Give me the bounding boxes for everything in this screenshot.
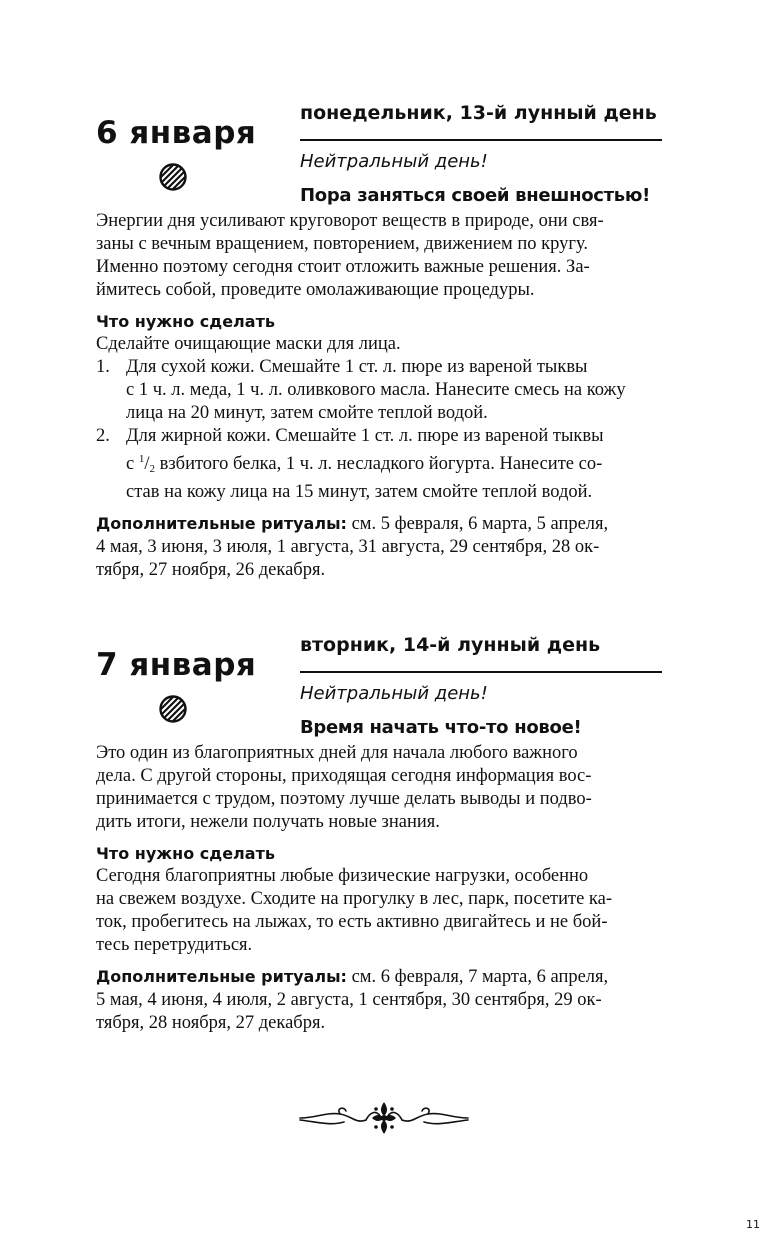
text-line: Это один из благоприятных дней для начала любого важного xyxy=(96,743,578,763)
text-fragment: взбитого белка, 1 ч. л. несладкого йогурта. Нанесите со- xyxy=(154,454,603,474)
weekday-lunar-day: вторник, 14-й лунный день xyxy=(300,634,601,656)
list-number: 1. xyxy=(96,357,110,377)
todo-paragraph xyxy=(96,333,662,356)
day-header xyxy=(300,102,662,206)
extra-rituals-label: Дополнительные ритуалы: xyxy=(96,514,347,533)
floral-divider-icon xyxy=(296,1098,472,1138)
text-line: ймитесь собой, проведите омолаживающие процедуры. xyxy=(96,280,535,300)
text-line: Сделайте очищающие маски для лица. xyxy=(96,334,401,354)
date-column xyxy=(96,647,296,683)
text-line: с 1 ч. л. меда, 1 ч. л. оливкового масла. Нанесите смесь на кожу xyxy=(126,380,626,400)
entry-body xyxy=(96,742,662,1035)
text-line: дить итоги, нежели получать новые знания. xyxy=(96,812,440,832)
list-item xyxy=(96,356,662,425)
text-line: заны с вечным вращением, повторением, движением по кругу. xyxy=(96,234,588,254)
text-line: став на кожу лица на 15 минут, затем смойте теплой водой. xyxy=(126,482,593,502)
entry-body xyxy=(96,210,662,582)
text-line: ток, пробегитесь на лыжах, то есть активно двигайтесь и не бой- xyxy=(96,912,608,932)
extra-rituals-label: Дополнительные ритуалы: xyxy=(96,967,347,986)
text-line: 5 мая, 4 июня, 4 июля, 2 августа, 1 сентября, 30 сентября, 29 ок- xyxy=(96,990,602,1010)
text-line: тесь перетрудиться. xyxy=(96,935,253,955)
fraction-numerator: 1 xyxy=(138,453,145,465)
day-tagline: Пора заняться своей внешностью! xyxy=(300,185,650,206)
text-fragment: см. 6 февраля, 7 марта, 6 апреля, xyxy=(346,967,609,987)
day-tagline: Время начать что-то новое! xyxy=(300,717,582,738)
list-item xyxy=(96,425,662,504)
todo-paragraph xyxy=(96,865,662,957)
text-line: Для сухой кожи. Смешайте 1 ст. л. пюре из вареной тыквы xyxy=(126,357,588,377)
date-column xyxy=(96,115,296,151)
day-header xyxy=(300,634,662,738)
extra-rituals xyxy=(96,965,662,1035)
page-number: 11 xyxy=(746,1218,760,1231)
extra-rituals xyxy=(96,512,662,582)
text-line xyxy=(96,512,662,536)
day-type: Нейтральный день! xyxy=(300,683,488,704)
date-title: 7 января xyxy=(96,647,257,683)
text-line: принимается с трудом, поэтому лучше делать выводы и подво- xyxy=(96,789,592,809)
text-line: 4 мая, 3 июня, 3 июля, 1 августа, 31 августа, 29 сентября, 28 ок- xyxy=(96,537,600,557)
text-fragment: см. 5 февраля, 6 марта, 5 апреля, xyxy=(346,514,609,534)
text-line: тября, 27 ноября, 26 декабря. xyxy=(96,560,326,580)
text-line xyxy=(96,965,662,989)
list-number: 2. xyxy=(96,426,110,446)
text-line-fraction: с $^1$/2 взбитого белка, 1 ч. л. несладкого йогурта. Нанесите со- xyxy=(126,453,603,475)
text-fragment: с xyxy=(126,454,139,474)
text-line: дела. С другой стороны, приходящая сегодня информация вос- xyxy=(96,766,592,786)
hatched-moon-icon xyxy=(158,162,188,192)
header-rule xyxy=(300,671,662,673)
todo-heading: Что нужно сделать xyxy=(96,312,275,331)
text-line: Для жирной кожи. Смешайте 1 ст. л. пюре из вареной тыквы xyxy=(126,426,604,446)
day-type: Нейтральный день! xyxy=(300,151,488,172)
text-line: Энергии дня усиливают круговорот веществ в природе, они свя- xyxy=(96,211,604,231)
text-line: лица на 20 минут, затем смойте теплой водой. xyxy=(126,403,488,423)
todo-heading: Что нужно сделать xyxy=(96,844,275,863)
text-line: тября, 28 ноября, 27 декабря. xyxy=(96,1013,326,1033)
hatched-moon-icon xyxy=(158,694,188,724)
header-rule xyxy=(300,139,662,141)
weekday-lunar-day: понедельник, 13-й лунный день xyxy=(300,102,657,124)
text-line: Именно поэтому сегодня стоит отложить важные решения. За- xyxy=(96,257,590,277)
text-line: Сегодня благоприятны любые физические нагрузки, особенно xyxy=(96,866,589,886)
mask-list xyxy=(96,356,662,504)
text-line: на свежем воздухе. Сходите на прогулку в лес, парк, посетите ка- xyxy=(96,889,613,909)
intro-paragraph xyxy=(96,742,662,834)
date-title: 6 января xyxy=(96,115,257,151)
intro-paragraph xyxy=(96,210,662,302)
fraction-denominator: 2 xyxy=(149,463,155,475)
